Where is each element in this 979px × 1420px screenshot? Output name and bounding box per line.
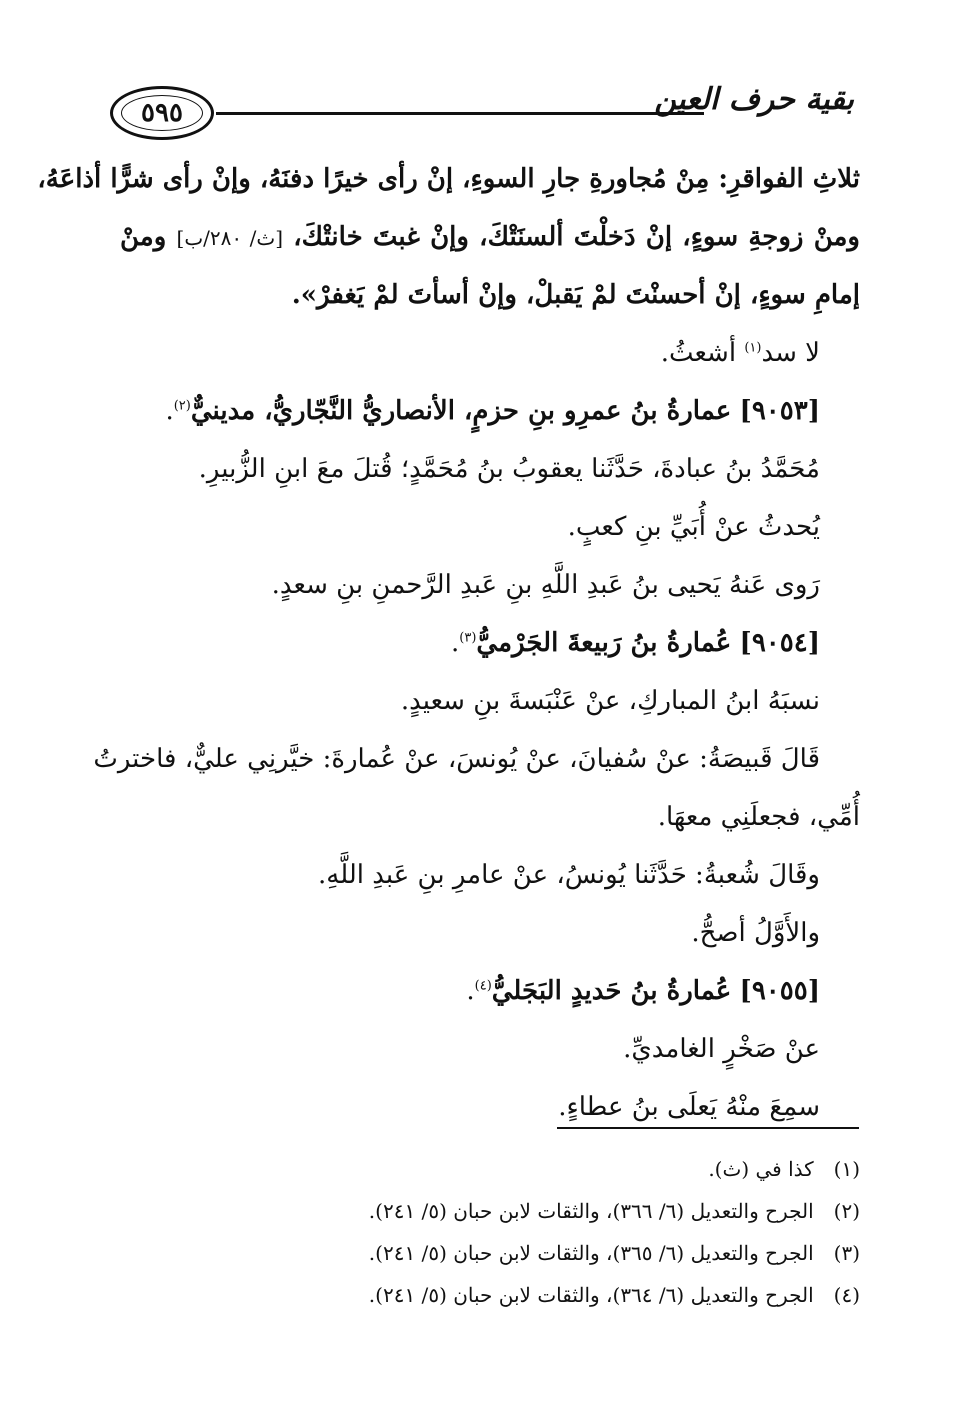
- page-number-badge: [110, 86, 214, 140]
- entry-heading: [120, 962, 860, 1020]
- page-header: [110, 82, 854, 146]
- entry-line: مُحَمَّدُ بنُ عبادةَ، حَدَّثَنا يعقوبُ بنُ مُحَمَّدٍ؛ قُتلَ معَ ابنِ الزُّبيرِ.: [198, 454, 820, 484]
- footnote-marker: (٤): [474, 978, 492, 994]
- running-title: بقية حرف العين: [654, 82, 854, 117]
- footnotes: [120, 1148, 860, 1316]
- body-text: [37, 150, 860, 1136]
- entry-end: .: [165, 396, 174, 426]
- footnote-separator: [557, 1127, 859, 1129]
- footnote-number: (٤): [833, 1283, 860, 1307]
- entry-line: قَالَ قَبيصَةُ: عنْ سُفيانَ، عنْ يُونسَ، عنْ عُمارةَ: خيَّرنِي عليٌّ، فاخترتُ: [93, 744, 820, 774]
- note-line: [120, 324, 860, 382]
- footnote-marker: (٢): [173, 398, 191, 414]
- footnote-number: (٢): [833, 1199, 860, 1223]
- footnote-text: الجرح والتعديل (٦/ ٣٦٤)، والثقات لابن حبان (٥/ ٢٤١).: [368, 1283, 814, 1307]
- entry-number: [٩٠٥٥]: [739, 976, 820, 1006]
- footnote-text: الجرح والتعديل (٦/ ٣٦٥)، والثقات لابن حبان (٥/ ٢٤١).: [368, 1241, 814, 1265]
- hadith-line: ثلاثِ الفواقرِ: مِنْ مُجاورةِ جارِ السوءِ، إنْ رأى خيرًا دفنَهُ، وإنْ رأى شرًّا أذاعَهُ،: [37, 164, 860, 194]
- hadith-line: إمامِ سوءٍ، إنْ أحسنْتَ لمْ يَقبلْ، وإنْ أسأتَ لمْ يَغفرْ».: [291, 280, 860, 310]
- entry-number: [٩٠٥٤]: [739, 628, 820, 658]
- page-number: ٥٩٥: [141, 98, 183, 128]
- footnote: [120, 1148, 860, 1190]
- entry-end: .: [451, 628, 460, 658]
- hadith-text: ومنْ زوجةِ سوءٍ، إنْ دَخلْتَ ألسنَتْكَ، وإنْ غبتَ خانتْكَ،: [293, 222, 860, 252]
- hadith-line: [120, 208, 860, 266]
- entry-line: أُمِّي، فجعلَنِي معهَا.: [657, 802, 860, 832]
- entry-heading: [120, 382, 860, 440]
- footnote-marker: (٣): [459, 630, 477, 646]
- footnote: [120, 1190, 860, 1232]
- header-rule: [216, 112, 704, 115]
- footnote: [120, 1232, 860, 1274]
- hadith-text: ومنْ: [120, 222, 167, 252]
- note-text: أشعثُ.: [660, 338, 745, 368]
- entry-line: سمِعَ منْهُ يَعلَى بنُ عطاءٍ.: [558, 1092, 820, 1122]
- footnote-marker: (١): [744, 340, 762, 356]
- note-text: لا سد: [761, 338, 820, 368]
- manuscript-reference: [ث/ ٢٨٠/ب]: [176, 226, 284, 250]
- entry-line: نسبَهُ ابنُ المباركِ، عنْ عَنْبَسةَ بنِ سعيدٍ.: [400, 686, 820, 716]
- footnote-text: الجرح والتعديل (٦/ ٣٦٦)، والثقات لابن حبان (٥/ ٢٤١).: [368, 1199, 814, 1223]
- entry-heading: [120, 614, 860, 672]
- entry-line: وقَالَ شُعبةُ: حَدَّثَنا يُونسُ، عنْ عامرِ بنِ عَبدِ اللَّهِ.: [318, 860, 820, 890]
- entry-name: عُمارةُ بنُ رَبيعةَ الجَرْميُّ: [476, 628, 732, 658]
- footnote: [120, 1274, 860, 1316]
- entry-line: رَوى عَنهُ يَحيى بنُ عَبدِ اللَّهِ بنِ عَبدِ الرَّحمنِ بنِ سعدٍ.: [271, 570, 820, 600]
- entry-line: عنْ صَخْرٍ الغامديِّ.: [623, 1034, 820, 1064]
- entry-name: عمارةُ بنُ عمرِو بنِ حزمٍ، الأنصاريُّ النَّجّاريُّ، مدينيٌّ: [190, 396, 732, 426]
- footnote-number: (٣): [833, 1241, 860, 1265]
- entry-line: والأَوَّلُ أصحُّ.: [691, 918, 820, 948]
- footnote-text: كذا في (ث).: [708, 1157, 814, 1181]
- entry-end: .: [466, 976, 475, 1006]
- entry-number: [٩٠٥٣]: [739, 396, 820, 426]
- footnote-number: (١): [833, 1157, 860, 1181]
- entry-line: يُحدثُ عنْ أُبَيِّ بنِ كعبٍ.: [567, 512, 820, 542]
- entry-name: عُمارةُ بنُ حَديدٍ البَجَليُّ: [491, 976, 732, 1006]
